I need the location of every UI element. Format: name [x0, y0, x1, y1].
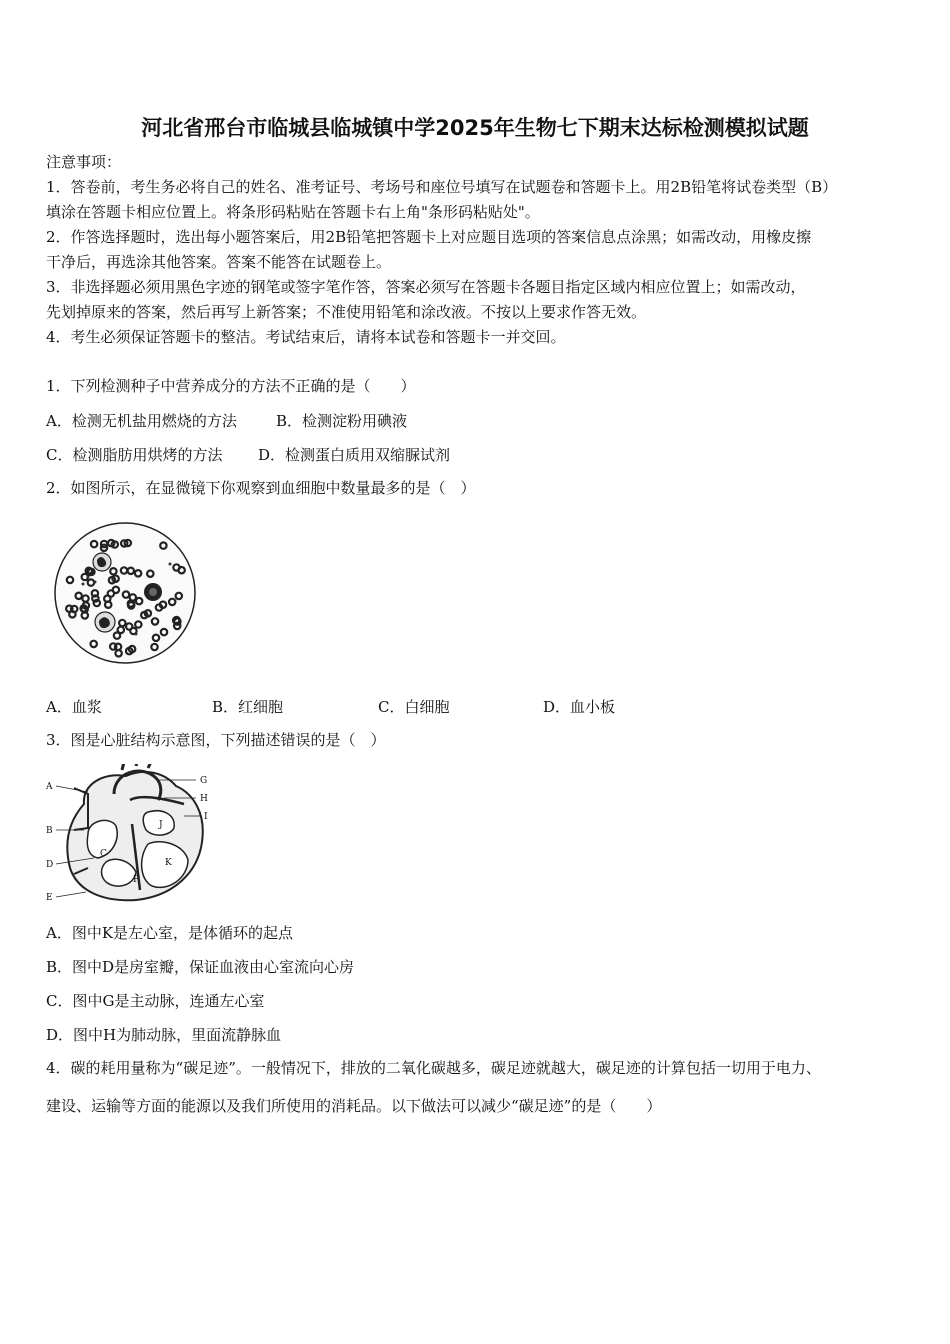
q3-option-b: B．图中D是房室瓣，保证血液由心室流向心房	[46, 958, 355, 976]
q1-stem: 1．下列检测种子中营养成分的方法不正确的是（ ）	[46, 377, 416, 395]
q1-option-d: D．检测蛋白质用双缩脲试剂	[258, 446, 451, 464]
notice-line: 干净后，再选涂其他答案。答案不能答在试题卷上。	[46, 253, 392, 271]
q4-stem-line-2: 建设、运输等方面的能源以及我们所使用的消耗品。以下做法可以减少“碳足迹”的是（ ）	[46, 1097, 662, 1115]
heart-label-f: F	[133, 875, 140, 885]
q2-stem: 2．如图所示，在显微镜下你观察到血细胞中数量最多的是（ ）	[46, 479, 476, 497]
q2-option-c: C．白细胞	[378, 698, 450, 716]
q1-option-b: B．检测淀粉用碘液	[276, 412, 408, 430]
notice-line: 1．答卷前，考生务必将自己的姓名、准考证号、考场号和座位号填写在试题卷和答题卡上。用2B铅笔将试卷类型（B）	[46, 178, 838, 196]
heart-label-b: B	[46, 826, 53, 836]
notice-line: 填涂在答题卡相应位置上。将条形码粘贴在答题卡右上角"条形码粘贴处"。	[46, 203, 540, 221]
heart-label-k: K	[165, 858, 172, 868]
q1-option-c: C．检测脂肪用烘烤的方法	[46, 446, 223, 464]
q2-option-b: B．红细胞	[212, 698, 284, 716]
q3-option-a: A．图中K是左心室，是体循环的起点	[46, 924, 294, 942]
q1-option-a: A．检测无机盐用燃烧的方法	[46, 412, 237, 430]
notice-line: 4．考生必须保证答题卡的整洁。考试结束后，请将本试卷和答题卡一并交回。	[46, 328, 566, 346]
heart-label-g: G	[200, 776, 208, 786]
heart-label-h: H	[200, 794, 208, 804]
notice-line: 2．作答选择题时，选出每小题答案后，用2B铅笔把答题卡上对应题目选项的答案信息点涂黑；如需改动，用橡皮擦	[46, 228, 812, 246]
heart-label-d: D	[46, 860, 54, 870]
notice-line: 先划掉原来的答案，然后再写上新答案；不准使用铅笔和涂改液。不按以上要求作答无效。	[46, 303, 647, 321]
q2-option-a: A．血浆	[46, 698, 102, 716]
heart-structure-figure	[44, 764, 216, 906]
notice-line: 3．非选择题必须用黑色字迹的钢笔或签字笔作答，答案必须写在答题卡各题目指定区域内相应位置上；如需改动，	[46, 278, 806, 296]
exam-title: 河北省邢台市临城县临城镇中学2025年生物七下期末达标检测模拟试题	[141, 116, 809, 140]
heart-label-e: E	[46, 893, 53, 903]
q4-stem-line-1: 4．碳的耗用量称为“碳足迹”。一般情况下，排放的二氧化碳越多，碳足迹就越大，碳足迹的计算包括一切用于电力、	[46, 1059, 821, 1077]
q3-stem: 3．图是心脏结构示意图，下列描述错误的是（ ）	[46, 731, 386, 749]
notice-heading: 注意事项：	[46, 153, 122, 171]
heart-label-j: J	[159, 820, 163, 830]
heart-label-a: A	[46, 782, 53, 792]
q2-option-d: D．血小板	[543, 698, 616, 716]
heart-label-i: I	[204, 812, 208, 822]
q3-option-d: D．图中H为肺动脉，里面流静脉血	[46, 1026, 282, 1044]
heart-label-c: C	[100, 849, 107, 859]
blood-smear-figure	[50, 522, 200, 664]
q3-option-c: C．图中G是主动脉，连通左心室	[46, 992, 265, 1010]
